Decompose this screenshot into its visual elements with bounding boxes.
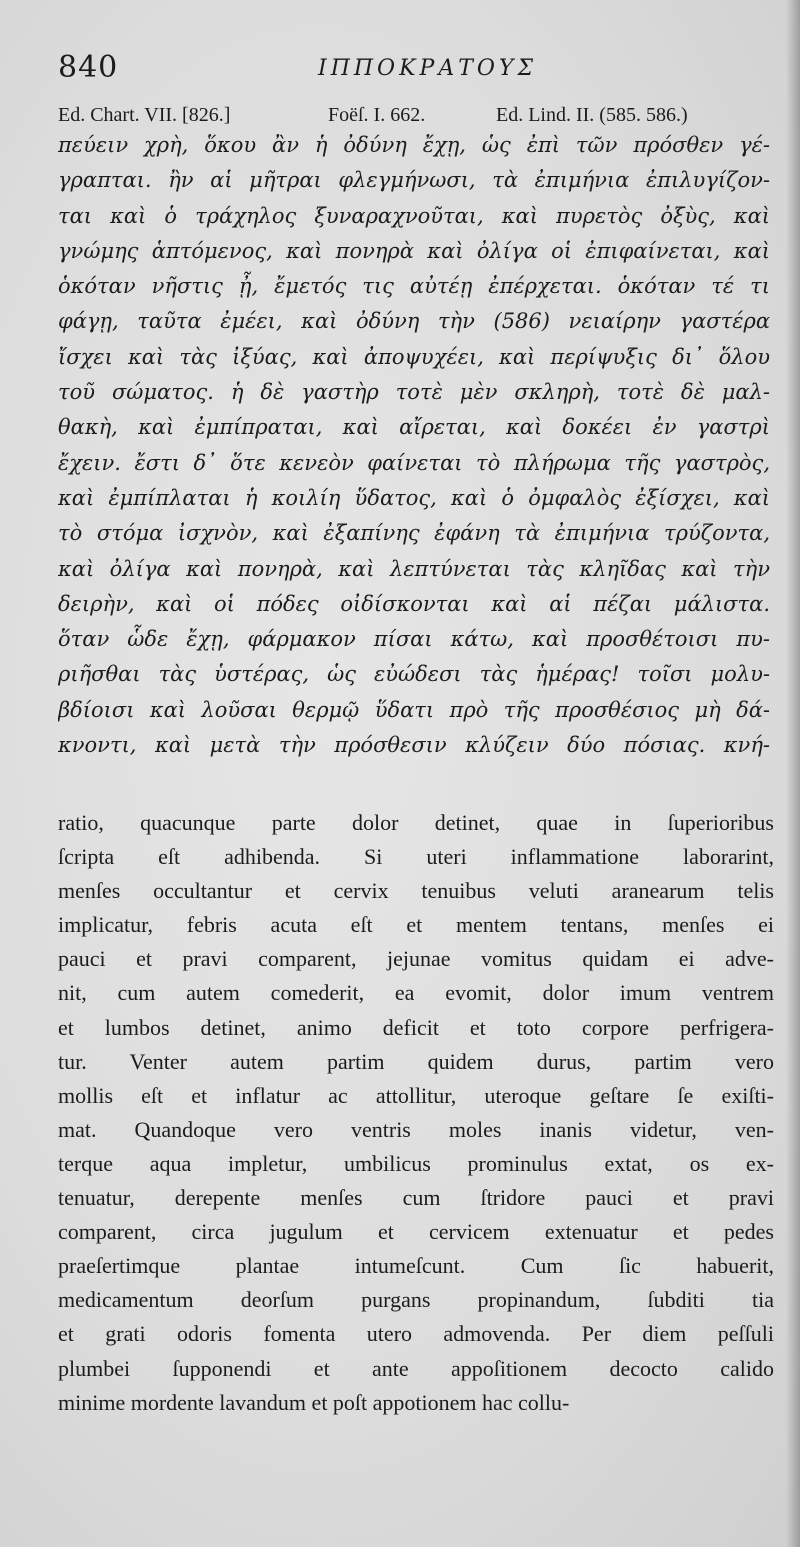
greek-line: πεύειν χρὴ, ὅκου ἂν ἡ ὀδύνη ἔχῃ, ὡς ἐπὶ τῶν πρόσθεν γέ- <box>58 133 770 157</box>
page-gutter-shadow <box>786 0 800 1547</box>
latin-line: tenuatur, derepente menſes cum ſtridore pauci et pravi <box>58 1185 774 1211</box>
greek-line: δειρὴν, καὶ οἱ πόδες οἰδίσκονται καὶ αἱ πέζαι μάλιστα. <box>58 591 770 616</box>
edition-linden: Ed. Lind. II. (585. 586.) <box>496 104 688 126</box>
page-header <box>58 50 758 90</box>
latin-line: pauci et pravi comparent, jejunae vomitus quidam ei adve- <box>58 946 774 972</box>
greek-line: τοῦ σώματος. ἡ δὲ γαστὴρ τοτὲ μὲν σκληρὴ, τοτὲ δὲ μαλ- <box>58 380 770 405</box>
latin-line: ſcripta eſt adhibenda. Si uteri inflammatione laborarint, <box>58 844 774 870</box>
greek-line: γραπται. ἢν αἱ μῆτραι φλεγμήνωσι, τὰ ἐπιμήνια ἐπιλυγίζον- <box>58 168 770 193</box>
latin-line: et grati odoris fomenta utero admovenda. Per diem peſſuli <box>58 1321 774 1347</box>
latin-line: et lumbos detinet, animo deficit et toto corpore perfrigera- <box>58 1014 774 1040</box>
greek-text-block <box>58 128 770 763</box>
latin-line: plumbei ſupponendi et ante appoſitionem decocto calido <box>58 1355 774 1381</box>
greek-line: τὸ στόμα ἰσχνὸν, καὶ ἐξαπίνης ἐφάνη τὰ ἐπιμήνια τρύζοντα, <box>58 521 770 546</box>
latin-text-block <box>58 806 774 1420</box>
latin-line: minime mordente lavandum et poſt appotionem hac collu- <box>58 1389 570 1415</box>
greek-line: ὅταν ὧδε ἔχῃ, φάρμακον πίσαι κάτω, καὶ προσθέτοισι πυ- <box>58 627 770 652</box>
greek-line: ἔχειν. ἔστι δ᾽ ὅτε κενεὸν φαίνεται τὸ πλήρωμα τῆς γαστρὸς, <box>58 450 770 475</box>
greek-line: ἴσχει καὶ τὰς ἰξύας, καὶ ἀποψυχέει, καὶ περίψυξις δι᾽ ὅλου <box>58 344 770 369</box>
latin-line: ratio, quacunque parte dolor detinet, quae in ſuperioribus <box>58 810 774 835</box>
greek-line: φάγῃ, ταῦτα ἐμέει, καὶ ὀδύνη τὴν (586) νειαίρην γαστέρα <box>58 309 770 334</box>
page-number: 840 <box>58 50 119 85</box>
greek-line: ται καὶ ὁ τράχηλος ξυναραχνοῦται, καὶ πυρετὸς ὀξὺς, καὶ <box>58 203 770 228</box>
greek-line: θακὴ, καὶ ἐμπίπραται, καὶ αἴρεται, καὶ δοκέει ἐν γαστρὶ <box>58 415 770 440</box>
greek-line: γνώμης ἁπτόμενος, καὶ πονηρὰ καὶ ὀλίγα οἱ ἐπιφαίνεται, καὶ <box>58 238 770 263</box>
latin-line: comparent, circa jugulum et cervicem extenuatur et pedes <box>58 1219 774 1245</box>
greek-line: ὁκόταν νῆστις ᾖ, ἔμετός τις αὐτέῃ ἐπέρχεται. ὁκόταν τέ τι <box>58 274 770 299</box>
latin-line: mat. Quandoque vero ventris moles inanis videtur, ven- <box>58 1116 774 1142</box>
latin-line: praeſertimque plantae intumeſcunt. Cum ſic habuerit, <box>58 1253 774 1279</box>
edition-foesius: Foëſ. I. 662. <box>328 104 426 126</box>
greek-line: καὶ ὀλίγα καὶ πονηρὰ, καὶ λεπτύνεται τὰς κληῖδας καὶ τὴν <box>58 556 770 581</box>
greek-line: ριῆσθαι τὰς ὑστέρας, ὡς εὐώδεσι τὰς ἡμέρας! τοῖσι μολυ- <box>58 662 770 687</box>
latin-line: terque aqua impletur, umbilicus prominulus extat, os ex- <box>58 1150 774 1176</box>
greek-line: βδίοισι καὶ λοῦσαι θερμῷ ὕδατι πρὸ τῆς προσθέσιος μὴ δά- <box>58 697 770 722</box>
latin-line: menſes occultantur et cervix tenuibus veluti aranearum telis <box>58 878 774 904</box>
greek-line: κνοντι, καὶ μετὰ τὴν πρόσθεσιν κλύζειν δύο πόσιας. κνή- <box>58 733 770 758</box>
latin-line: implicatur, febris acuta eſt et mentem tentans, menſes ei <box>58 912 774 938</box>
latin-line: tur. Venter autem partim quidem durus, partim vero <box>58 1048 774 1074</box>
edition-chartier: Ed. Chart. VII. [826.] <box>58 104 231 126</box>
latin-line: nit, cum autem comederit, ea evomit, dolor imum ventrem <box>58 980 774 1006</box>
greek-line: καὶ ἐμπίπλαται ἡ κοιλίη ὕδατος, καὶ ὁ ὀμφαλὸς ἐξίσχει, καὶ <box>58 485 770 510</box>
running-head: ΙΠΠΟΚΡΑΤΟΥΣ <box>318 56 538 81</box>
latin-line: mollis eſt et inflatur ac attollitur, uteroque geſtare ſe exiſti- <box>58 1082 774 1108</box>
latin-line: medicamentum deorſum purgans propinandum, ſubditi tia <box>58 1287 774 1313</box>
